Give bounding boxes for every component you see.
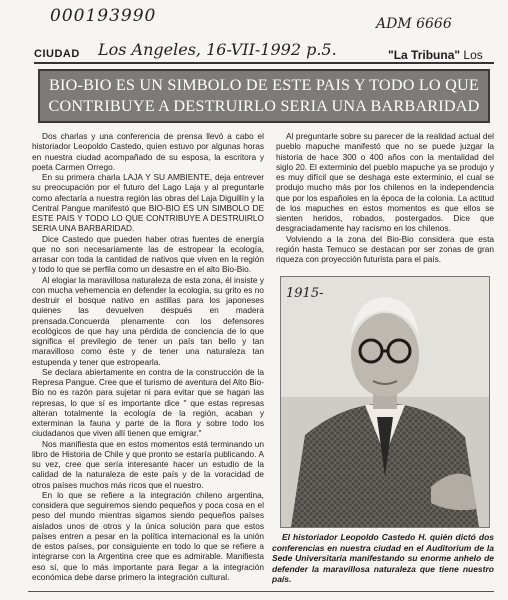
portrait-photo [280,276,490,528]
paragraph: En su primera charla LAJA Y SU AMBIENTE, deja entrever su preocupación por el futuro del Lago Laja y al preguntarle como afectaría a nuestra región las obras del Laja Diguillín y la Central Pangue manifestó que BIO-BIO ES UN SIMBOLO DE ESTE PAIS Y TODO LO QUE CONTRIBUYE A DESTRUIRLO SERIA UNA BARBARIDAD. [32,172,264,234]
paragraph: Al elogiar la maravillosa naturaleza de esta zona, él insiste y con mucha vehemencia en defender la ecología, su grito es no destruir el bosque nativo en astillas para los japoneses quienes las devuelven después en madera prensada.Concuerda plenamente con los defensores ecológicos de que hay una pérdida de conciencia de lo que significa el previlegio de tener un país tan bello y tan maravilloso como éste y de tener una naturaleza tan estupenda y tener que estropearla. [32,274,264,367]
paragraph: Dos charlas y una conferencia de prensa llevó a cabo el historiador Leopoldo Castedo, quien estuvo por algunas horas en nuestra ciudad acompañado de su esposa, la escritora y poeta Carmen Orrego. [32,131,264,172]
headline-line-1: BIO-BIO ES UN SIMBOLO DE ESTE PAIS Y TODO LO QUE [49,76,479,94]
top-rule [34,62,494,64]
newspaper-city: Los [463,48,483,62]
headline-line-2: CONTRIBUYE A DESTRUIRLO SERIA UNA BARBARIDAD [48,97,480,115]
paragraph: Volviendo a la zona del Bio-Bio considera que esta región hasta Temuco se destacan por ser zonas de gran riqueza con proyección futurista para el país. [276,233,494,264]
section-label: CIUDAD [34,48,80,60]
right-column [276,131,494,264]
newspaper-name [388,48,483,62]
paragraph: Al preguntarle sobre su parecer de la realidad actual del pueblo mapuche manifestó que no se puede juzgar la historia de hace 300 o 400 años con la mentalidad del siglo 20. El exterminio del pueblo mapuche ya se produjo y es muy difícil que se deshaga este exterminio, el cual se produjo mucho más por los chilenos en la independencia que por los españoles en la época de la colonia. La actitud de los mapuches en estos momentos es que ellos se sienten heridos, robados, postergados. Dice que desgraciadamente hay racismo en los chilenos. [276,131,494,234]
photo-handwritten-note: 1915- [286,286,324,301]
archive-code-handwritten: ADM 6666 [376,16,452,32]
archive-id-handwritten: 000193990 [50,6,157,26]
left-column [32,131,264,582]
newspaper-title: "La Tribuna" [388,48,461,62]
headline [48,75,479,117]
handwritten-date: Los Angeles, 16-VII-1992 p.5. [98,40,337,59]
paragraph: Se declara abiertamente en contra de la construcción de la Represa Pangue. Cree que el turismo de aventura del Alto Bio-Bio no es razón para sujetar ni para evitar que se hagan las represas, lo que sí es importante dice " que estas represas alteran totalmente la ecología de la región, acaban y exterminan la fauna y parte de la flora y sobre todo los ciudadanos que viven allí tienen que emigrar." [32,366,264,439]
portrait-illustration [281,277,489,527]
paragraph: Nos manifiesta que en estos momentos está terminando un libro de Historia de Chile y que pronto se estaría publicando. A su vez, cree que sería interesante hacer un estudio de la calidad de la naturaleza de este país y de la voracidad de otros países muchos más ricos que el nuestro. [32,438,264,490]
paragraph: En lo que se refiere a la integración chileno argentina, considera que seguiremos siendo pequeños y poca cosa en el peso del mundo mientras sigamos siendo pequeños países aislados unos de otros y la única solución para que estos países entren a pesar en la política internacional es la unión de estos países, por consiguiente en todo lo que se refiere a integrarse con la Argentina cree que es admirable. Manifiesta eso sí, que lo más importante para llegar a la integración económica debe darse primero la integración cultural. [32,489,264,582]
headline-band [38,69,490,123]
bottom-rule [28,591,494,592]
photo-caption: El historiador Leopoldo Castedo H. quién dictó dos conferencias en nuestra ciudad en el Auditorium de la Sede Universitaria manifestando su enorme anhelo de defender la maravillosa naturaleza que tiene nuestro país. [272,532,494,584]
paragraph: Dice Castedo que pueden haber otras fuentes de energía que no son necesariamente las de estropear la ecología, arrasar con toda la cantidad de nativos que viven en la región y todo lo que se perfila como un desastre en el alto Bio-Bio. [32,233,264,275]
